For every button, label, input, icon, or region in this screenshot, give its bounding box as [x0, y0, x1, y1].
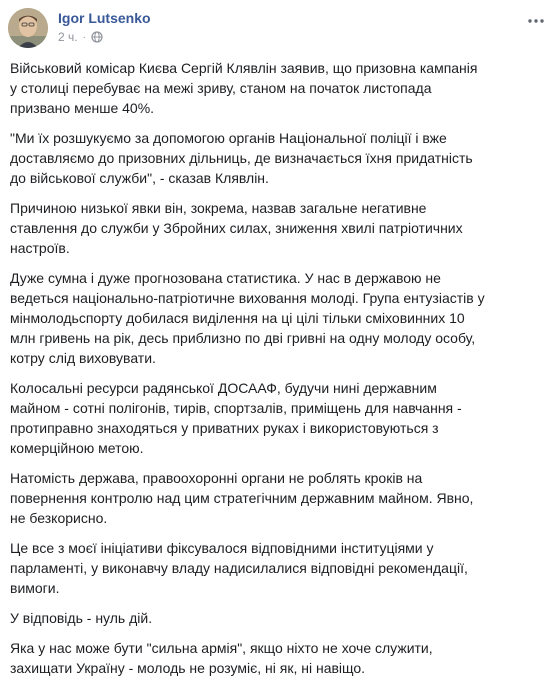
more-options-icon[interactable] [528, 10, 544, 28]
author-name[interactable]: Igor Lutsenko [58, 10, 151, 26]
post-body [10, 58, 546, 688]
post-paragraph: Натомість держава, правоохоронні органи не роблять кроків на повернення контролю над цим стратегічним державним майном. Явно, не безкорисно. [10, 470, 474, 526]
author-avatar[interactable] [8, 8, 48, 48]
post-header [0, 0, 554, 56]
separator-dot: · [82, 31, 86, 43]
globe-icon[interactable] [91, 31, 103, 43]
avatar-photo [8, 8, 48, 48]
post-paragraph: Яка у нас може бути "сильна армія", якщо ніхто не хоче служити, захищати Україну - молодь не розуміє, ні як, ні навіщо. [10, 640, 433, 676]
post-paragraph: У відповідь - нуль дій. [10, 610, 153, 626]
post-paragraph: Військовий комісар Києва Сергій Клявлін заявив, що призовна кампанія у столиці перебуває на межі зриву, станом на початок листопада призвано менше 40%. [10, 60, 478, 116]
post-paragraph: Причиною низької явки він, зокрема, назвав загальне негативне ставлення до служби у Збройних силах, зниження хвилі патріотичних настроїв. [10, 200, 463, 256]
post-paragraph: Дуже сумна і дуже прогнозована статистика. У нас в державою не ведеться національно-патріотичне виховання молоді. Група ентузіастів у мінмолодьспорту добилася виділення на ці цілі тільки сміховинних 10 млн гривень на рік, десь приблизно по дві гривні на одну молоду особу, котру слід виховувати. [10, 270, 485, 366]
post-meta [58, 30, 103, 44]
post-paragraph: Колосальні ресурси радянської ДОСААФ, будучи нині державним майном - сотні полігонів, тирів, спортзалів, приміщень для навчання - протиправно знаходяться у приватних руках і використовуються з комерційною метою. [10, 380, 462, 456]
post-paragraph: "Ми їх розшукуємо за допомогою органів Національної поліції і вже доставляємо до призовних дільниць, де визначається їхня придатність до військової служби", - сказав Клявлін. [10, 130, 473, 186]
post-timestamp[interactable]: 2 ч. [58, 30, 78, 44]
post-paragraph: Це все з моєї ініціативи фіксувалося відповідними інституціями у парламенті, у виконавчу владу надисилалися відповідні рекомендації, вимоги. [10, 540, 468, 596]
